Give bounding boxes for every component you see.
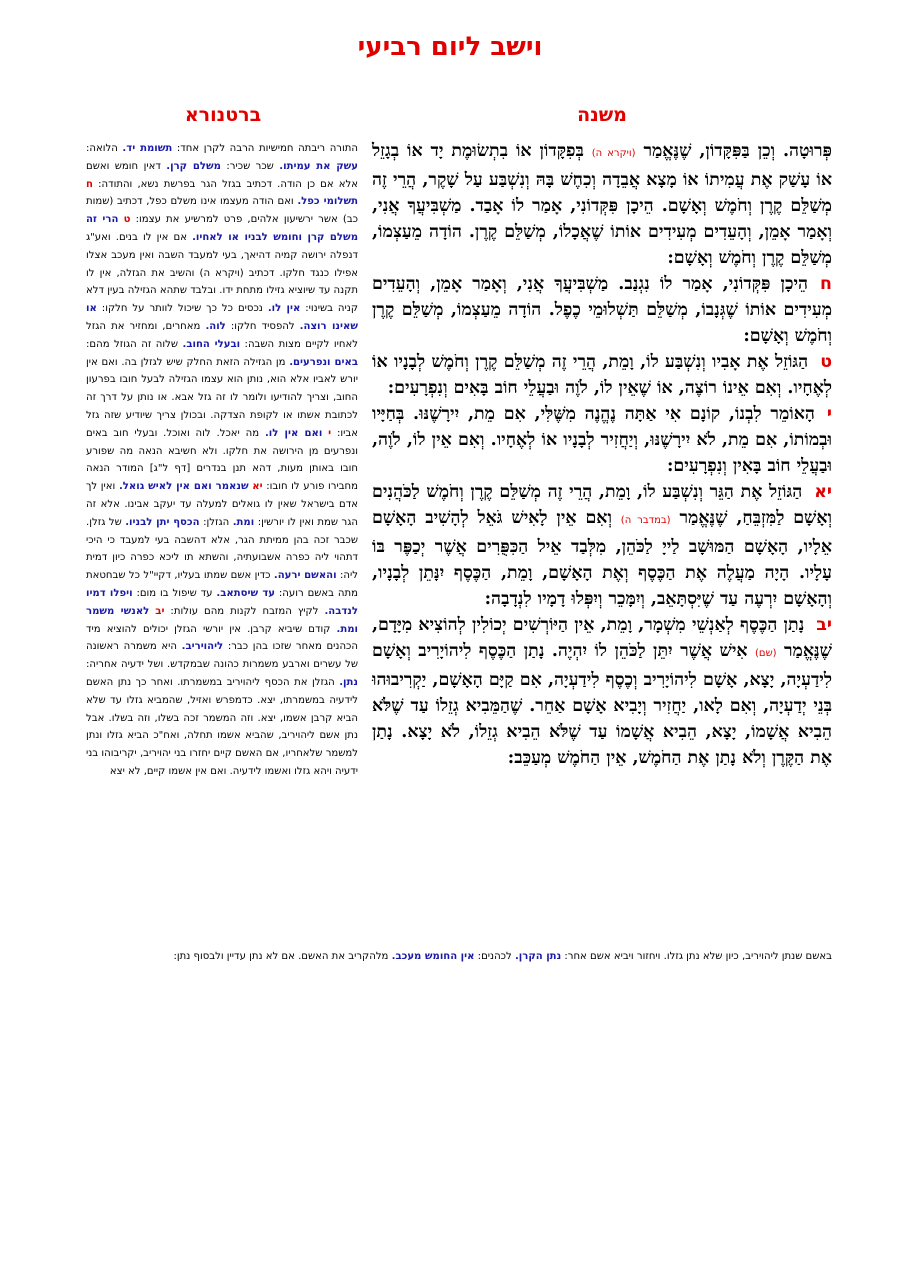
dibur-hamatchil: ומת. <box>232 516 255 528</box>
mishnah-text: בְּפִקָּדוֹן אוֹ בִתְשׂוּמֶת יָד אוֹ בְגָזֵל אוֹ עָשַׁק אֶת עֲמִיתוֹ אוֹ מָצָא אֲבֵדָה וְכִחֶשׁ בָּהּ וְנִשְׁבַּע עַל שָׁקֶר, הֲרֵי זֶה מְשַׁלֵּם קֶרֶן וְחֹמֶשׁ וְאָשָׁם. הֵיכָן פִּקְּדוֹנִי, אָמַר לוֹ אָבַד. מַשְׁבִּיעֲךָ אֲנִי, וְאָמַר אָמֵן, וְהָעֵדִים מְעִידִים אוֹתוֹ שֶׁאֲכָלוֹ, מְשַׁלֵּם קֶרֶן. הוֹדָה מֵעַצְמוֹ, מְשַׁלֵּם קֶרֶן וְחֹמֶשׁ וְאָשָׁם: <box>372 141 832 268</box>
commentary-text: דאין חומש ואשם אלא אם כן הודה. דכתיב בגזל הגר בפרשת נשא, והתודה: <box>86 160 358 190</box>
dibur-hamatchil: תשלומי כפל. <box>297 196 358 208</box>
commentary-text: אם אין לו בנים. ואע"ג דנפלה ירושה קמיה דהיאך, בעי למעבד השבה ואין מעכב אצלו אפילו כנגד חלקו. דכתיב (ויקרא ה) והשיב את הגזלה, אין לו תקנה עד שיוציא גזילו מתחת ידו. ובלבד שתהא הגזילה בעין דלא קניה בשינוי: <box>86 231 358 315</box>
commentary-text: מה יאכל. לוה ואוכל. ובעלי חוב באים ונפרעים מן הירושה את חלקו. ולא חשיבא הנאה מה שפורע חובו באותן מעות, דהא תנן בנדרים [דף ל"ג] המודר הנאה מחבירו פורע לו חובו: <box>86 427 358 493</box>
mishnah-number: ט <box>820 352 832 372</box>
mishnah-paragraph <box>372 138 832 271</box>
mishnah-paragraph <box>372 271 832 349</box>
page-title: וישב ליום רביעי <box>357 32 543 62</box>
mishnah-text: הַגּוֹזֵל אֶת אָבִיו וְנִשְׁבַּע לוֹ, וָמֵת, הֲרֵי זֶה מְשַׁלֵּם קֶרֶן וְחֹמֶשׁ לְבָנָיו אוֹ לְאֶחָיו. וְאִם אֵינוֹ רוֹצֶה, אוֹ שֶׁאֵין לוֹ, לֹוֶה וּבַעֲלֵי חוֹב בָּאִים וְנִפְרָעִים: <box>372 352 832 398</box>
mishnah-ref-number: ט <box>123 214 131 226</box>
dibur-hamatchil: והאשם ירעה. <box>273 570 337 582</box>
verse-citation: (שם) <box>755 648 777 659</box>
bartenura-heading: ברטנורא <box>184 104 262 126</box>
dibur-hamatchil: או שאינו רוצה. <box>86 303 358 332</box>
dibur-hamatchil: נתן. <box>339 676 358 688</box>
commentary-text: הגזלן את הכסף ליהויריב במשמרתו. ואחר כך נתן האשם לידעיה במשמרתו, יצא. כדמפרש ואזיל, שהמביא גזלו עד שלא הביא קרבן אשמו, יצא. וזה המשמר זכה בשלו, וזה בשלו. אבל נתן אשם ליהויריב, שהביא אשמו תחלה, ואח"כ הביא גזלו ונתן למשמר שלאחריו, אם האשם קיים יחזרו בני יהויריב, יקריבוהו בני ידעיה ויהא גזלו ואשמו לידעיה. ואם אין אשמו קיים, לא יצא <box>86 676 358 777</box>
mishnah-ref-number: ח <box>86 178 93 190</box>
mishnah-text: פְּרוּטָה. וְכֵן בַּפִּקָּדוֹן, שֶׁנֶּאֱמַר <box>635 141 833 161</box>
mishnah-heading: משנה <box>577 104 627 126</box>
dibur-hamatchil: שנאמר ואם אין לאיש גואל. <box>118 481 249 493</box>
mishnah-paragraph <box>372 479 832 612</box>
commentary-text: מאחרים, ומחזיר את הגזל לאחיו לקיים מצות השבה: <box>86 320 358 350</box>
mishnah-column <box>372 138 832 771</box>
commentary-text: לקיץ המזבח לקנות מהם עולות: <box>164 605 325 617</box>
commentary-text: נכסים כל כך שיכול לוותר על חלקו: <box>96 303 268 315</box>
mishnah-ref-number: יא <box>252 481 263 493</box>
commentary-text: מלהקריב את האשם. אם לא נתן עדיין ולבסוף נתן: <box>173 951 392 962</box>
commentary-text: קודם שיביא קרבן. אין יורשי הגזלן יכולים להוציא מיד הכהנים מאחר שזכו בהן כבר: <box>86 623 358 653</box>
commentary-text: הלואה: <box>86 143 123 154</box>
verse-citation: (ויקרא ה) <box>591 148 636 159</box>
dibur-hamatchil: משלם קרן. <box>166 160 221 172</box>
mishnah-paragraph <box>372 401 832 479</box>
dibur-hamatchil: ויפלו דמיו לנדבה. <box>86 587 358 617</box>
commentary-text: באשם שנתן ליהויריב, כיון שלא נתן גזלו. ויחזור ויביא אשם אחר: <box>561 951 832 962</box>
mishnah-text: הָאוֹמֵר לִבְנוֹ, קוֹנָם אִי אַתָּה נֶהֱנֶה מִשֶּׁלִּי, אִם מֵת, יִירָשֶׁנּוּ. בְּחַיָּיו וּבְמוֹתוֹ, אִם מֵת, לֹא יִירָשֶׁנּוּ, וְיַחֲזִיר לְבָנָיו אוֹ לְאֶחָיו. וְאִם אֵין לוֹ, לֹוֶה, וּבַעֲלֵי חוֹב בָּאִין וְנִפְרָעִים: <box>372 404 832 476</box>
mishnah-text: הַגּוֹזֵל אֶת הַגֵּר וְנִשְׁבַּע לוֹ, וָמֵת, הֲרֵי זֶה מְשַׁלֵּם קֶרֶן וְחֹמֶשׁ לַכֹּהֲנִים וְאָשָׁם לַמִּזְבֵּחַ, שֶׁנֶּאֱמַר <box>372 482 832 528</box>
mishnah-text: וְאִם אֵין לָאִישׁ גֹּאֵל לְהָשִׁיב הָאָשָׁם אֵלָיו, הָאָשָׁם הַמּוּשָׁב לַייָ לַכֹּהֵן, מִלְּבַד אֵיל הַכִּפֻּרִים אֲשֶׁר יְכַפֶּר בּוֹ עָלָיו. הָיָה מַעֲלֶה אֶת הַכֶּסֶף וְאֶת הָאָשָׁם, וָמֵת, הַכֶּסֶף יִנָּתֵן לְבָנָיו, וְהָאָשָׁם יִרְעֶה עַד שֶׁיִּסְתָּאֵב, וְיִמָּכֵר וְיִפְּלוּ דָמָיו לִנְדָבָה: <box>372 508 832 609</box>
verse-citation: (במדבר ה) <box>620 515 671 526</box>
commentary-text: ואין לך אדם בישראל שאין לו גואלים למעלה עד יעקב אבינו. אלא זה הגר שמת ואין לו יורשין: <box>86 481 358 528</box>
bartenura-continuation <box>86 948 832 966</box>
commentary-text: להפסיד חלקו: <box>225 320 300 332</box>
mishnah-number: ח <box>820 274 832 294</box>
dibur-hamatchil: עשק את עמיתו. <box>279 160 359 172</box>
commentary-text: הגזלן: <box>199 516 233 528</box>
commentary-text: מן הגזילה הזאת החלק שיש לגזלן בה. ואם אין יורש לאביו אלא הוא, נותן הוא עצמו הגזילה לבעל חובו בפרעון החוב, וצריך להודיעו ולומר לו זה גזל אבא. או נותן על דרך זה לכתובת אשתו או לקופת הצדקה. ובכולן צריך שיודיע שזה גזל אביו: <box>86 356 359 439</box>
mishnah-number: יא <box>814 482 832 502</box>
mishnah-text: נָתַן הַכֶּסֶף לְאַנְשֵׁי מִשְׁמָר, וָמֵת, אֵין הַיּוֹרְשִׁים יְכוֹלִין לְהוֹצִיא מִיָּדָם, שֶׁנֶּאֱמַר <box>372 615 832 661</box>
commentary-text: ואם הודה מעצמו אינו משלם כפל, דכתיב (שמות כב) אשר ירשיעון אלהים, פרט למרשיע את עצמו: <box>86 196 358 226</box>
dibur-hamatchil: ליהויריב. <box>181 641 224 653</box>
mishnah-paragraph <box>372 612 832 771</box>
dibur-hamatchil: ובעלי החוב. <box>182 338 241 350</box>
commentary-text: לכהנים: <box>474 951 515 962</box>
mishnah-paragraph <box>372 349 832 401</box>
bartenura-column <box>86 140 358 781</box>
mishnah-text: אִישׁ אֲשֶׁר יִתֵּן לַכֹּהֵן לוֹ יִהְיֶה. נָתַן הַכֶּסֶף לִיהוֹיָרִיב וְאָשָׁם לִידַעְיָה, יָצָא, אָשָׁם לִיהוֹיָרִיב וְכֶסֶף לִידַעְיָה, אִם קַיָּם הָאָשָׁם, יַקְרִיבוּהוּ בְּנֵי יְדַעְיָה, וְאִם לָאו, יַחֲזִיר וְיָבִיא אָשָׁם אַחֵר. שֶׁהַמֵּבִיא גְזֵלוֹ עַד שֶׁלֹּא הֵבִיא אֲשָׁמוֹ, יָצָא, הֵבִיא אֲשָׁמוֹ עַד שֶׁלֹּא הֵבִיא גְזֵלוֹ, לֹא יָצָא. נָתַן אֶת הַקֶּרֶן וְלֹא נָתַן אֶת הַחֹמֶשׁ, אֵין הַחֹמֶשׁ מְעַכֵּב: <box>372 641 832 768</box>
commentary-text: היא משמרה ראשונה של עשרים וארבע משמרות כהונה שבמקדש. ושל ידעיה אחריה: <box>86 641 358 671</box>
dibur-hamatchil: לוה. <box>205 320 226 332</box>
dibur-hamatchil: הכסף יתן לבניו. <box>125 516 200 528</box>
commentary-text: כדין אשם שמתו בעליו, דקיי"ל כל שבחטאת מתה באשם רועה: <box>86 570 358 599</box>
dibur-hamatchil: תשומת יד. <box>122 143 173 154</box>
dibur-hamatchil: נתן הקרן. <box>514 951 562 962</box>
dibur-hamatchil: עד שיסתאב. <box>216 587 275 599</box>
commentary-text: שלוה זה הגוזל מהם: <box>86 338 183 350</box>
dibur-hamatchil: לאנשי משמר ומת. <box>86 605 358 635</box>
dibur-hamatchil: באים ונפרעים. <box>289 356 358 368</box>
dibur-hamatchil: ואם אין לו. <box>264 427 323 439</box>
dibur-hamatchil: אין החומש מעכב. <box>391 951 475 962</box>
mishnah-ref-number: יב <box>155 605 165 617</box>
dibur-hamatchil: אין לו. <box>267 303 301 315</box>
commentary-text: עד שיפול בו מום: <box>132 587 217 599</box>
commentary-text: התורה ריבתה חמישיות הרבה לקרן אחד: <box>172 143 358 154</box>
mishnah-number: י <box>826 404 832 424</box>
dibur-hamatchil: הרי זה משלם קרן וחומש לבניו או לאחיו. <box>86 214 358 243</box>
mishnah-text: הֵיכָן פִּקְּדוֹנִי, אָמַר לוֹ נִגְנַב. מַשְׁבִּיעֲךָ אֲנִי, וְאָמַר אָמֵן, וְהָעֵדִים מְעִידִים אוֹתוֹ שֶׁגְּנָבוֹ, מְשַׁלֵּם תַּשְׁלוּמֵי כֶפֶל. הוֹדָה מֵעַצְמוֹ, מְשַׁלֵּם קֶרֶן וְחֹמֶשׁ וְאָשָׁם: <box>372 274 832 346</box>
mishnah-number: יב <box>816 615 832 635</box>
mishnah-ref-number: י <box>328 427 332 439</box>
commentary-text: שכר שכיר: <box>220 160 280 172</box>
commentary-text: של גזלן. שכבר זכה בהן ממיתת הגר, אלא דהשבה בעי למעבד כי היכי דתהוי ליה כפרה אשבועתיה, והשתא תו ליכא כפרה כיון דמית ליה: <box>86 516 358 582</box>
